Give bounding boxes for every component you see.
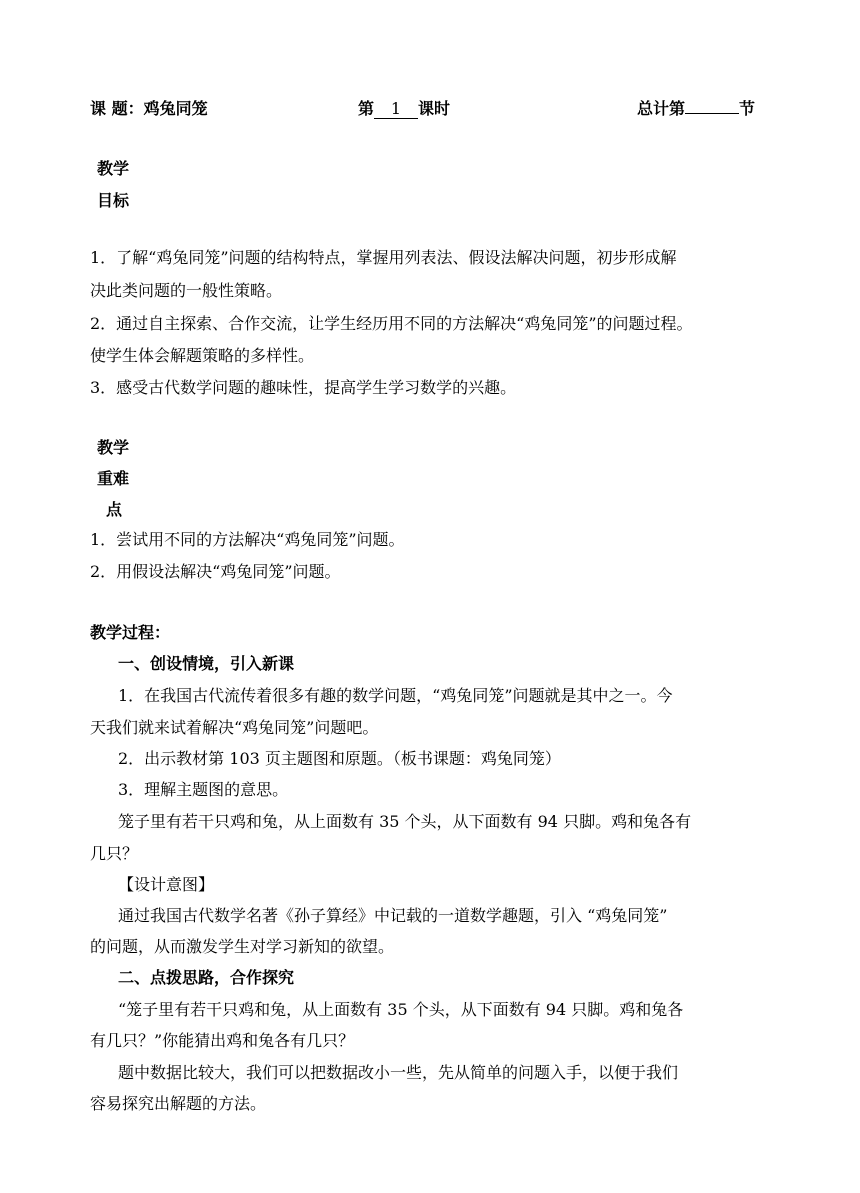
paragraph-line: 天我们就来试着解决“鸡兔同笼”问题吧。 <box>90 718 379 737</box>
period-suffix: 课时 <box>418 99 451 118</box>
paragraph-line: 容易探究出解题的方法。 <box>90 1094 267 1113</box>
process-title: 教学过程： <box>90 623 171 642</box>
objective-line: 决此类问题的一般性策略。 <box>90 281 283 300</box>
total-line <box>637 96 755 119</box>
objective-line: 3．感受古代数学问题的趣味性，提高学生学习数学的兴趣。 <box>90 378 517 397</box>
objective-line: 1．了解“鸡兔同笼”问题的结构特点，掌握用列表法、假设法解决问题，初步形成解 <box>90 248 677 267</box>
objectives-label-1: 教学 <box>97 159 130 178</box>
topic-value: 鸡兔同笼 <box>143 99 208 118</box>
period-line <box>358 96 450 119</box>
paragraph-line: 的问题，从而激发学生对学习新知的欲望。 <box>90 937 395 956</box>
keypoint-line: 1．尝试用不同的方法解决“鸡兔同笼”问题。 <box>90 530 405 549</box>
keypoints-label-2: 重难 <box>97 469 130 488</box>
paragraph-line: 几只？ <box>90 844 139 863</box>
objective-line: 使学生体会解题策略的多样性。 <box>90 346 315 365</box>
objective-line: 2．通过自主探索、合作交流，让学生经历用不同的方法解决“鸡兔同笼”的问题过程。 <box>90 314 693 333</box>
period-number: 1 <box>374 100 418 119</box>
design-intent-label: 【设计意图】 <box>118 875 215 894</box>
keypoint-line: 2．用假设法解决“鸡兔同笼”问题。 <box>90 562 341 581</box>
paragraph-line: 1．在我国古代流传着很多有趣的数学问题，“鸡兔同笼”问题就是其中之一。今 <box>118 686 673 705</box>
paragraph-line: 3．理解主题图的意思。 <box>118 780 289 799</box>
total-number <box>685 113 739 114</box>
keypoints-label-1: 教学 <box>97 438 130 457</box>
total-prefix: 总计第 <box>637 99 686 118</box>
section-2-title: 二、点拨思路，合作探究 <box>118 968 295 987</box>
paragraph-line: 2．出示教材第 103 页主题图和原题。（板书课题：鸡兔同笼） <box>118 749 561 768</box>
paragraph-line: 通过我国古代数学名著《孙子算经》中记载的一道数学趣题，引入 “鸡兔同笼” <box>118 906 668 925</box>
paragraph-line: “笼子里有若干只鸡和兔，从上面数有 35 个头，从下面数有 94 只脚。鸡和兔各 <box>118 1000 684 1019</box>
paragraph-line: 题中数据比较大，我们可以把数据改小一些，先从简单的问题入手，以便于我们 <box>118 1063 679 1082</box>
section-1-title: 一、创设情境，引入新课 <box>118 654 295 673</box>
objectives-label-2: 目标 <box>97 191 130 210</box>
topic-line <box>90 96 208 119</box>
topic-label: 课 题： <box>90 99 144 118</box>
period-prefix: 第 <box>358 99 375 118</box>
paragraph-line: 有几只？”你能猜出鸡和兔各有几只？ <box>90 1031 355 1050</box>
paragraph-line: 笼子里有若干只鸡和兔，从上面数有 35 个头，从下面数有 94 只脚。鸡和兔各有 <box>118 812 692 831</box>
keypoints-label-3: 点 <box>106 500 123 519</box>
total-suffix: 节 <box>739 99 756 118</box>
